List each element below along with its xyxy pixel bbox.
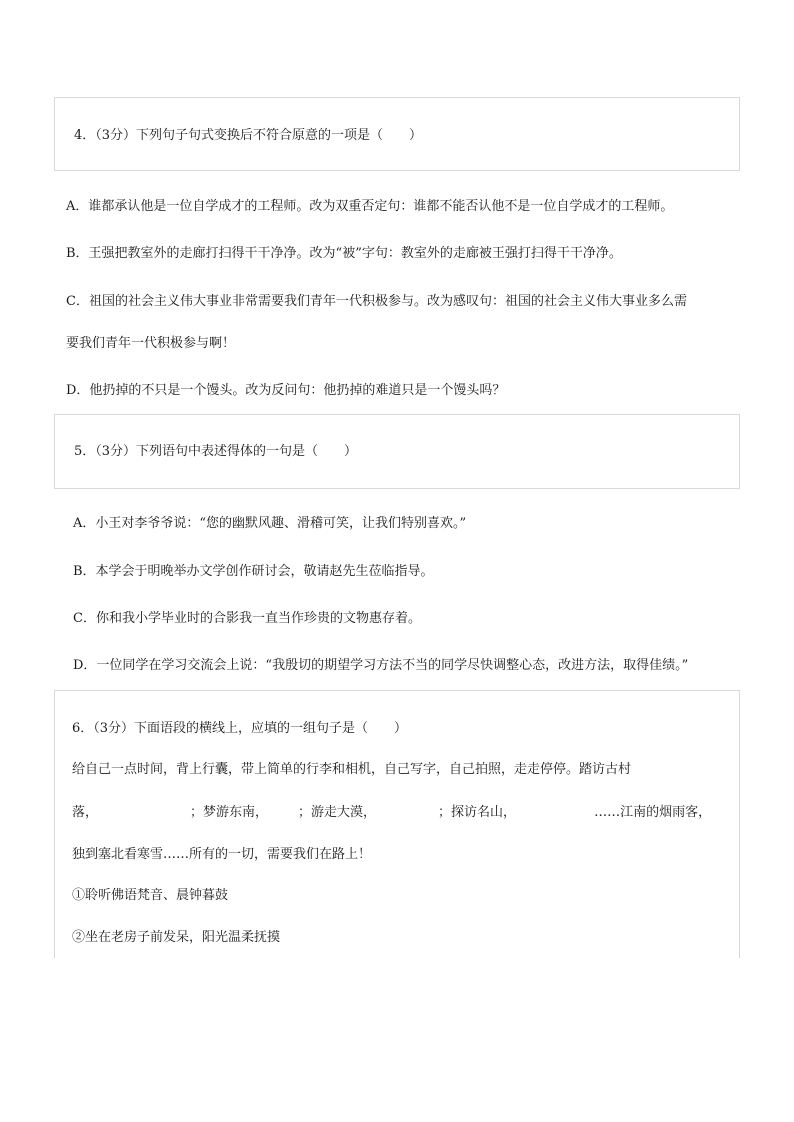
question-6-item-2: ②坐在老房子前发呆，阳光温柔抚摸 bbox=[72, 930, 281, 945]
passage-segment-5: ……江南的烟雨客， bbox=[594, 805, 712, 820]
question-4-option-c-line1: C．祖国的社会主义伟大事业非常需要我们青年一代积极参与。改为感叹句：祖国的社会主义伟大事业多么需 bbox=[66, 294, 687, 309]
question-5-stem: 5．（3分）下列语句中表述得体的一句是（ ） bbox=[74, 444, 358, 459]
question-6-box bbox=[54, 690, 740, 958]
question-6-passage-line1: 给自己一点时间，背上行囊，带上简单的行李和相机，自己写字，自己拍照，走走停停。踏访古村 bbox=[72, 762, 632, 777]
question-4-box bbox=[54, 97, 740, 171]
passage-segment-1: 落， bbox=[72, 805, 99, 820]
question-5-option-d: D．一位同学在学习交流会上说：“我殷切的期望学习方法不当的同学尽快调整心态，改进方法，取得佳绩。” bbox=[73, 658, 689, 673]
question-6-passage-line3: 独到塞北看寒雪……所有的一切，需要我们在路上！ bbox=[72, 847, 372, 862]
question-5-option-a: A．小王对李爷爷说：“您的幽默风趣、滑稽可笑，让我们特别喜欢。” bbox=[73, 516, 467, 531]
question-6-item-1: ①聆听佛语梵音、晨钟暮鼓 bbox=[72, 888, 229, 903]
passage-segment-3: ；游走大漠， bbox=[298, 805, 377, 820]
passage-segment-2: ；梦游东南， bbox=[190, 805, 269, 820]
question-4-stem: 4．（3分）下列句子句式变换后不符合原意的一项是（ ） bbox=[74, 128, 423, 143]
question-6-stem: 6．（3分）下面语段的横线上，应填的一组句子是（ ） bbox=[72, 721, 408, 736]
question-5-option-c: C．你和我小学毕业时的合影我一直当作珍贵的文物惠存着。 bbox=[73, 611, 421, 626]
question-4-option-d: D．他扔掉的不只是一个馒头。改为反问句：他扔掉的难道只是一个馒头吗？ bbox=[66, 383, 506, 398]
question-4-option-a: A．谁都承认他是一位自学成才的工程师。改为双重否定句：谁都不能否认他不是一位自学成才的工程师。 bbox=[66, 199, 674, 214]
passage-segment-4: ；探访名山， bbox=[438, 805, 517, 820]
question-5-box bbox=[54, 414, 740, 489]
question-6-passage-line2 bbox=[72, 803, 711, 823]
question-4-option-c-line2: 要我们青年一代积极参与啊！ bbox=[66, 336, 236, 351]
question-4-option-b: B．王强把教室外的走廊打扫得干干净净。改为“被”字句：教室外的走廊被王强打扫得干干净净。 bbox=[66, 246, 622, 261]
question-5-option-b: B．本学会于明晚举办文学创作研讨会，敬请赵先生莅临指导。 bbox=[73, 564, 434, 579]
